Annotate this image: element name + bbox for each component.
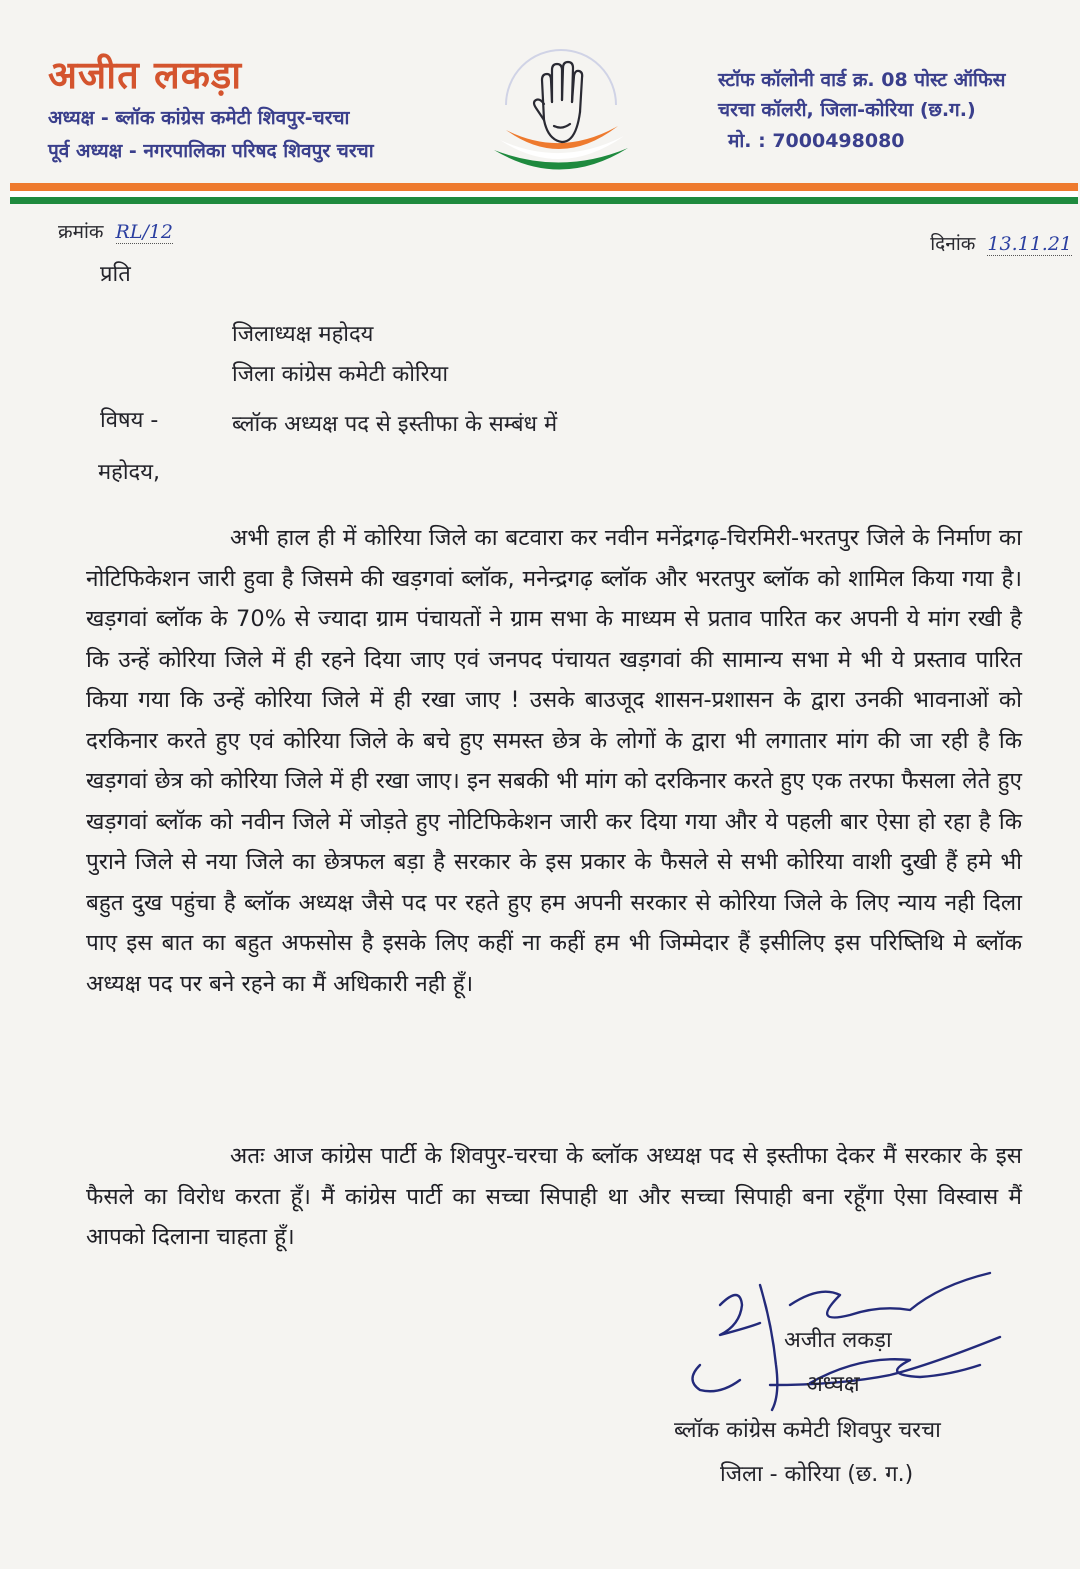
letterhead-role-current: अध्यक्ष - ब्लॉक कांग्रेस कमेटी शिवपुर-चरचा: [48, 107, 350, 129]
reference-label: क्रमांक: [58, 221, 104, 243]
date-label: दिनांक: [930, 233, 976, 255]
reference-number: [58, 218, 173, 244]
recipient-to-label: प्रति: [100, 262, 131, 287]
letterhead-role-former: पूर्व अध्यक्ष - नगरपालिका परिषद शिवपुर चरचा: [48, 140, 374, 162]
signatory-title: अध्यक्ष: [806, 1372, 860, 1397]
divider-saffron: [10, 183, 1078, 191]
subject-label: विषय -: [100, 408, 159, 433]
signatory-organization: ब्लॉक कांग्रेस कमेटी शिवपुर चरचा: [674, 1418, 941, 1443]
reference-value: RL/12: [115, 221, 174, 243]
recipient-line-1: जिलाध्यक्ष महोदय: [232, 322, 374, 347]
congress-hand-icon: [486, 30, 636, 180]
divider-green: [10, 197, 1078, 204]
letterhead-address-line-1: स्टॉफ कॉलोनी वार्ड क्र. 08 पोस्ट ऑफिस: [718, 69, 1006, 91]
letterhead-phone: मो. : 7000498080: [728, 130, 905, 152]
recipient-line-2: जिला कांग्रेस कमेटी कोरिया: [232, 362, 449, 387]
letterhead-name: अजीत लकड़ा: [48, 52, 243, 97]
letter-date: [930, 230, 1072, 256]
signatory-name: अजीत लकड़ा: [784, 1328, 892, 1353]
signatory-district: जिला - कोरिया (छ. ग.): [720, 1462, 914, 1487]
salutation: महोदय,: [98, 460, 160, 485]
subject-text: ब्लॉक अध्यक्ष पद से इस्तीफा के सम्बंध में: [232, 412, 558, 437]
date-value: 13.11.21: [987, 233, 1072, 255]
letterhead-address-line-2: चरचा कॉलरी, जिला-कोरिया (छ.ग.): [718, 99, 976, 121]
body-paragraph-2: अतः आज कांग्रेस पार्टी के शिवपुर-चरचा के ब्लॉक अध्यक्ष पद से इस्तीफा देकर मैं सरकार के इस फैसले का विरोध करता हूँ। मैं कांग्रेस पार्टी का सच्चा सिपाही था और सच्चा सिपाही बना रहूँगा ऐसा विस्वास मैं आपको दिलाना चाहता हूँ।: [86, 1143, 1022, 1250]
body-paragraph-1: अभी हाल ही में कोरिया जिले का बटवारा कर नवीन मनेंद्रगढ़-चिरमिरी-भरतपुर जिले के निर्माण का नोटिफिकेशन जारी हुवा है जिसमे की खड़गवां ब्लॉक, मनेन्द्रगढ़ ब्लॉक और भरतपुर ब्लॉक को शामिल किया गया है। खड़गवां ब्लॉक के 70% से ज्यादा ग्राम पंचायतों ने ग्राम सभा के माध्यम से प्रताव पारित कर अपनी ये मांग रखी है कि उन्हें कोरिया जिले में ही रहने दिया जाए एवं जनपद पंचायत खड़गवां की सामान्य सभा मे भी ये प्रस्ताव पारित किया गया कि उन्हें कोरिया जिले में ही रखा जाए ! उसके बाउजूद शासन-प्रशासन के द्वारा उनकी भावनाओं को दरकिनार करते हुए एवं कोरिया जिले के बचे हुए समस्त छेत्र के लोगों के द्वारा भी लगातार मांग की जा रही है कि खड़गवां छेत्र को कोरिया जिले में ही रखा जाए। इन सबकी भी मांग को दरकिनार करते हुए एक तरफा फैसला लेते हुए खड़गवां ब्लॉक को नवीन जिले में जोड़ते हुए नोटिफिकेशन जारी कर दिया गया और ये पहली बार ऐसा हो रहा है कि पुराने जिले से नया जिले का छेत्रफल बड़ा है सरकार के इस प्रकार के फैसले से सभी कोरिया वाशी दुखी हैं हमे भी बहुत दुख पहुंचा है ब्लॉक अध्यक्ष जैसे पद पर रहते हुए हम अपनी सरकार से कोरिया जिले के लिए न्याय नही दिला पाए इस बात का बहुत अफसोस है इसके लिए कहीं ना कहीं हम भी जिम्मेदार हैं इसीलिए इस परिष्तिथि मे ब्लॉक अध्यक्ष पद पर बने रहने का मैं अधिकारी नही हूँ।: [86, 525, 1022, 997]
